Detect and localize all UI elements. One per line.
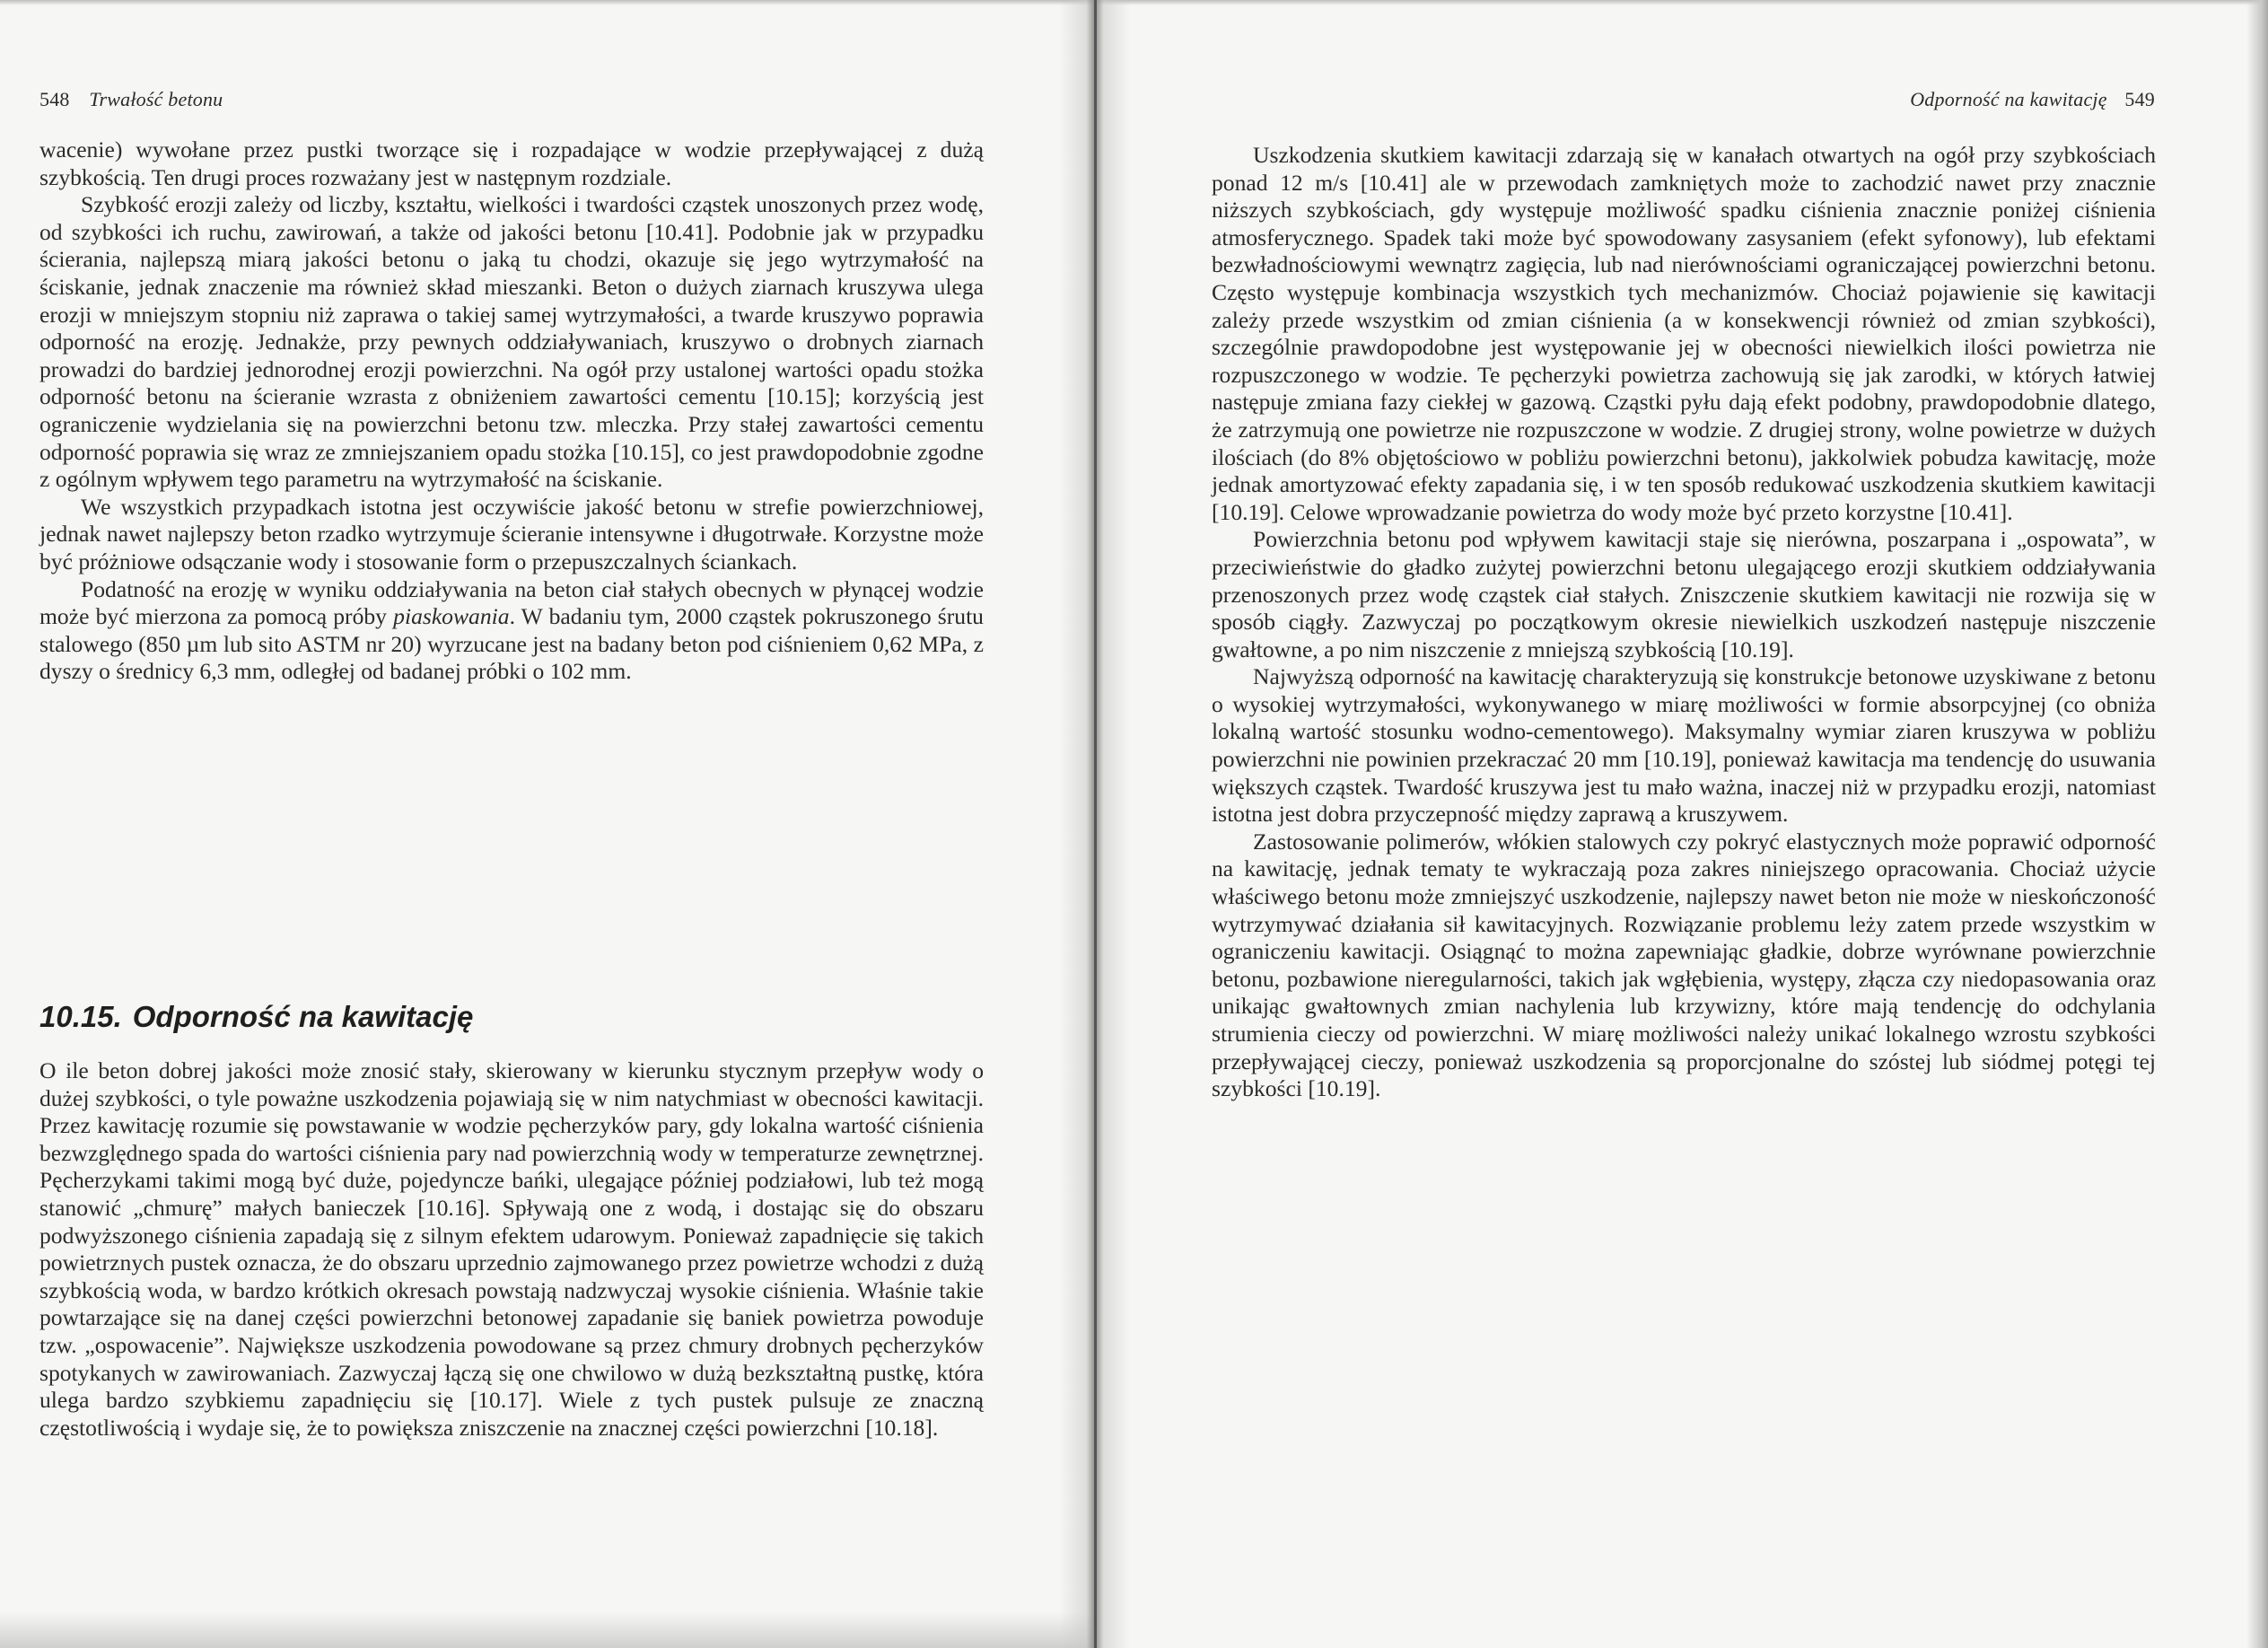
paragraph: We wszystkich przypadkach istotna jest oczywiście jakość betonu w strefie powierzchniowej, jednak nawet najlepszy beton rzadko wytrzymuje ścieranie intensywne i długotrwałe. Korzystne może być próżniowe odsączanie wody i stosowanie form o przepuszczalnych ściankach. xyxy=(39,493,984,574)
scan-right-edge xyxy=(2246,0,2268,1648)
term-sandblasting: piaskowania xyxy=(393,603,510,630)
left-running-head xyxy=(39,88,223,111)
left-page-number: 548 xyxy=(39,88,70,110)
paragraph: O ile beton dobrej jakości może znosić stały, skierowany w kierunku stycznym przepływ wody o dużej szybkości, o tyle poważne uszkodzenia pojawiają się w nim natychmiast w obecności kawitacji. Przez kawitację rozumie się powstawanie w wodzie pęcherzyków pary, gdy lokalna wartość ciśnienia bezwzględnego spada do wartości ciśnienia pary nad powierzchnią wody w temperaturze zewnętrznej. Pęcherzykami takimi mogą być duże, pojedyncze bańki, ulegające później podziałowi, lub też mogą stanowić „chmurę” małych banieczek [10.16]. Spływają one z wodą, i dostając się do obszaru podwyższonego ciśnienia zapadają się z silnym efektem udarowym. Ponieważ zapadnięcie się takich powietrznych pustek oznacza, że do obszaru uprzednio zajmowanego przez powietrze wchodzi z dużą szybkością woda, w bardzo krótkich okresach powstają nadzwyczaj wysokie ciśnienia. Właśnie takie powtarzające się na danej części powierzchni betonowej zapadanie się baniek powietrza powoduje tzw. „ospowacenie”. Największe uszkodzenia powodowane są przez chmury drobnych pęcherzyków spotykanych w zawirowaniach. Zazwyczaj łączą się one chwilowo w dużą bezkształtną pustkę, która ulega bardzo szybkiemu zapadnięciu się [10.17]. Wiele z tych pustek pulsuje ze znaczną częstotliwością i wydaje się, że to powiększa zniszczenie na znacznej części powierzchni [10.18]. xyxy=(39,1057,984,1441)
left-running-title: Trwałość betonu xyxy=(89,88,223,110)
right-page xyxy=(1097,0,2268,1648)
paragraph-text: . W badaniu tym, 2000 cząstek pokruszonego śrutu stalowego (850 µm lub sito ASTM nr 20) wyrzucane jest na badany beton pod ciśnieniem 0,62 MPa, z dyszy o średnicy 6,3 mm, odległej od badanej próbki o 102 mm. xyxy=(39,603,984,685)
book-spine-line xyxy=(1094,0,1097,1648)
right-running-head xyxy=(1910,88,2155,111)
scan-bottom-shade xyxy=(0,1612,1097,1648)
right-body xyxy=(1212,142,2156,1103)
section-heading xyxy=(39,1000,473,1034)
paragraph: Zastosowanie polimerów, włókien stalowych czy pokryć elastycznych może poprawić odporność na kawitację, jednak tematy te wykraczają poza zakres niniejszego opracowania. Chociaż użycie właściwego betonu może zmniejszyć uszkodzenie, najlepszy nawet beton nie może w nieskończoność wytrzymywać działania sił kawitacyjnych. Rozwiązanie problemu leży zatem przede wszystkim w ograniczeniu kawitacji. Osiągnąć to można zapewniając gładkie, dobrze wyrównane powierzchnie betonu, pozbawione nieregularności, takich jak wgłębienia, występy, złącza czy niedopasowania oraz unikając gwałtownych zmian nachylenia lub krzywizny, które mają tendencję do odchylania strumienia cieczy od powierzchni. W miarę możliwości należy unikać lokalnego wzrostu szybkości przepływającej cieczy, ponieważ uszkodzenia są proporcjonalne do szóstej lub siódmej potęgi tej szybkości [10.19]. xyxy=(1212,828,2156,1102)
left-body-bottom xyxy=(39,1057,984,1442)
right-page-number: 549 xyxy=(2124,88,2155,110)
paragraph: Szybkość erozji zależy od liczby, kształtu, wielkości i twardości cząstek unoszonych przez wodę, od szybkości ich ruchu, zawirowań, a także od jakości betonu [10.41]. Podobnie jak w przypadku ścierania, najlepszą miarą jakości betonu o jaką tu chodzi, okazuje się jego wytrzymałość na ściskanie, jednak znaczenie ma również skład mieszanki. Beton o dużych ziarnach kruszywa ulega erozji w mniejszym stopniu niż zaprawa o takiej samej wytrzymałości, a twarde kruszywo poprawia odporność na erozję. Jednakże, przy pewnych oddziaływaniach, kruszywo o drobnych ziarnach prowadzi do bardziej jednorodnej erozji powierzchni. Na ogół przy ustalonej wartości opadu stożka odporność betonu na ścieranie wzrasta z obniżeniem zawartości cementu [10.15]; korzyścią jest ograniczenie wydzielania się na powierzchni betonu tzw. mleczka. Przy stałej zawartości cementu odporność poprawia się wraz ze zmniejszaniem opadu stożka [10.15], co jest prawdopodobnie zgodne z ogólnym wpływem tego parametru na wytrzymałość na ściskanie. xyxy=(39,191,984,493)
right-running-title: Odporność na kawitację xyxy=(1910,88,2107,110)
paragraph: wacenie) wywołane przez pustki tworzące się i rozpadające w wodzie przepływającej z dużą szybkością. Ten drugi proces rozważany jest w następnym rozdziale. xyxy=(39,136,984,190)
paragraph: Uszkodzenia skutkiem kawitacji zdarzają się w kanałach otwartych na ogół przy szybkościach ponad 12 m/s [10.41] ale w przewodach zamkniętych może to zachodzić nawet przy znacznie niższych szybkościach, gdy występuje możliwość spadku ciśnienia znacznie poniżej ciśnienia atmosferycznego. Spadek taki może być spowodowany zasysaniem (efekt syfonowy), lub efektami bezwładnościowymi wewnątrz zagięcia, lub nad nierównościami ograniczającej powierzchni betonu. Często występuje kombinacja wszystkich tych mechanizmów. Chociaż pojawienie się kawitacji zależy przede wszystkim od zmian ciśnienia (a w konsekwencji również od zmian szybkości), szczególnie prawdopodobne jest występowanie jej w obecności niewielkich ilości powietrza nie rozpuszczonego w wodzie. Te pęcherzyki powietrza zachowują się jak zarodki, w których łatwiej następuje zmiana fazy ciekłej w gazową. Cząstki pyłu dają efekt podobny, prawdopodobnie dlatego, że zatrzymują one powietrze nie rozpuszczone w wodzie. Z drugiej strony, wolne powietrze w dużych ilościach (do 8% objętościowo w pobliżu powierzchni betonu), jakkolwiek pobudza kawitację, może jednak amortyzować efekty zapadania się, i w ten sposób redukować uszkodzenia skutkiem kawitacji [10.19]. Celowe wprowadzanie powietrza do wody może być przeto korzystne [10.41]. xyxy=(1212,142,2156,525)
paragraph: Powierzchnia betonu pod wpływem kawitacji staje się nierówna, poszarpana i „ospowata”, w przeciwieństwie do gładko zużytej powierzchni betonu ulegającego erozji skutkiem oddziaływania przenoszonych przez wodę cząstek ciał stałych. Zniszczenie skutkiem kawitacji nie rozwija się w sposób ciągły. Zazwyczaj po początkowym okresie niewielkich uszkodzeń następuje niszczenie gwałtowne, a po nim niszczenie z mniejszą szybkością [10.19]. xyxy=(1212,526,2156,662)
section-number: 10.15. xyxy=(39,1000,122,1033)
section-title: Odporność na kawitację xyxy=(132,1000,474,1033)
paragraph-text: Podatność na erozję w wyniku oddziaływania na beton ciał stałych obecnych w płynącej wodzie może być mierzona za pomocą próby xyxy=(39,575,984,630)
left-body-top xyxy=(39,136,984,686)
left-page xyxy=(0,0,1097,1648)
paragraph: Najwyższą odporność na kawitację charakteryzują się konstrukcje betonowe uzyskiwane z betonu o wysokiej wytrzymałości, wykonywanego w miarę możliwości w formie absorpcyjnej (co obniża lokalną wartość stosunku wodno-cementowego). Maksymalny wymiar ziaren kruszywa w pobliżu powierzchni nie powinien przekraczać 20 mm [10.19], ponieważ kawitacja ma tendencję do usuwania większych cząstek. Twardość kruszywa jest tu mało ważna, inaczej niż w przypadku erozji, natomiast istotna jest dobra przyczepność między zaprawą a kruszywem. xyxy=(1212,663,2156,828)
paragraph-sandblast-test xyxy=(39,576,984,686)
